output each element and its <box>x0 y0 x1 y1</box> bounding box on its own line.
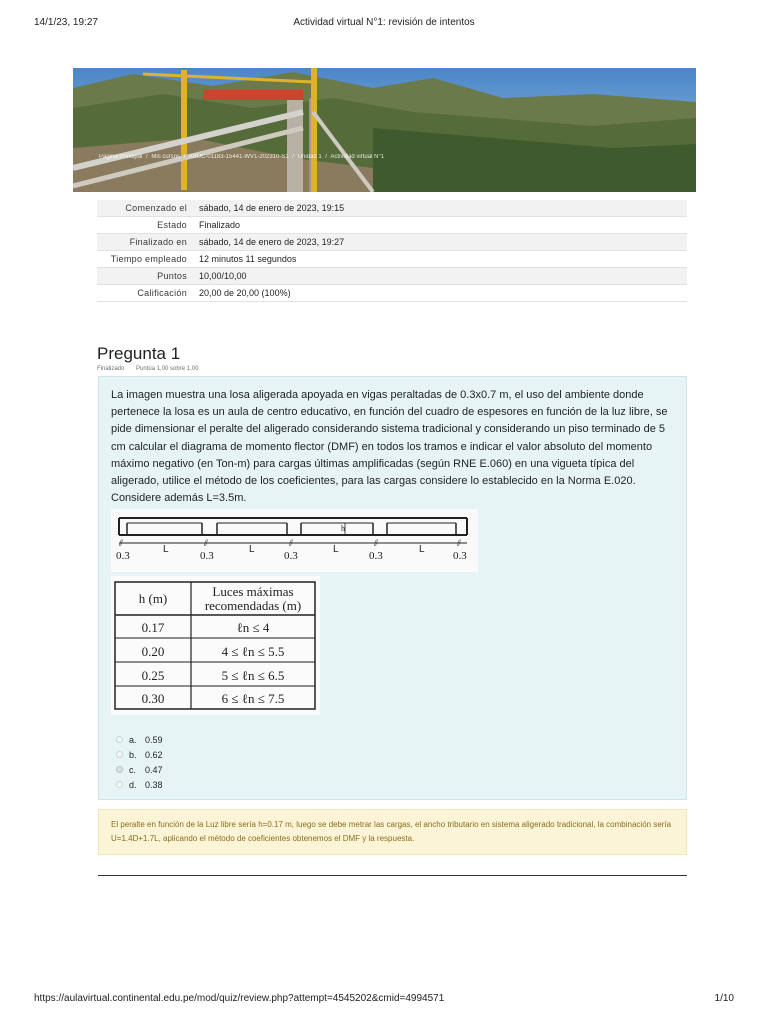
support-label: 0.3 <box>369 550 383 562</box>
print-page-number: 1/10 <box>714 993 734 1004</box>
answer-option-d[interactable] <box>116 777 163 792</box>
breadcrumb-separator: / <box>325 154 328 160</box>
print-title: Actividad virtual N°1: revisión de intentos <box>293 17 475 28</box>
summary-row <box>97 200 687 217</box>
svg-text:⫽: ⫽ <box>119 538 124 548</box>
support-label: 0.3 <box>116 550 130 562</box>
course-banner <box>73 68 696 192</box>
table-cell: ℓn ≤ 4 <box>236 620 270 635</box>
thickness-table-figure <box>111 576 320 715</box>
span-label: L <box>163 544 169 555</box>
question-status: Finalizado <box>97 366 125 372</box>
summary-label: Puntos <box>157 271 187 281</box>
span-label: L <box>333 544 339 555</box>
table-cell: 0.30 <box>141 691 165 706</box>
summary-value: 20,00 de 20,00 (100%) <box>199 288 291 298</box>
slab-beam-figure <box>111 509 478 572</box>
divider <box>98 875 687 876</box>
summary-row <box>97 234 687 251</box>
svg-text:⫽: ⫽ <box>457 538 462 548</box>
question-content <box>98 376 687 800</box>
breadcrumb-item[interactable]: ASUC-01183-15441-WV1-202310-S1 <box>188 154 289 160</box>
svg-text:⫽: ⫽ <box>289 538 294 548</box>
h-label: h <box>341 524 345 533</box>
option-letter: c. <box>129 764 137 775</box>
table-cell: 4 ≤ ℓn ≤ 5.5 <box>221 644 285 659</box>
breadcrumb-item[interactable]: Unidad 1 <box>297 154 322 160</box>
table-cell: 6 ≤ ℓn ≤ 7.5 <box>221 691 285 706</box>
answer-option-a[interactable] <box>116 732 163 747</box>
summary-row <box>97 285 687 302</box>
summary-row <box>97 217 687 234</box>
summary-row <box>97 251 687 268</box>
summary-label: Tiempo empleado <box>110 254 187 264</box>
table-cell: 0.20 <box>141 644 165 659</box>
radio-button[interactable] <box>116 751 123 758</box>
breadcrumb-separator: / <box>183 154 186 160</box>
summary-label: Finalizado en <box>129 237 187 247</box>
attempt-summary-table <box>97 200 687 302</box>
banner-image <box>73 68 696 192</box>
option-letter: b. <box>129 749 137 760</box>
table-cell: 5 ≤ ℓn ≤ 6.5 <box>221 668 285 683</box>
span-label: L <box>419 544 425 555</box>
answer-option-b[interactable] <box>116 747 163 762</box>
radio-button-checked[interactable] <box>116 766 123 773</box>
table-cell: 0.25 <box>141 668 165 683</box>
answer-options <box>116 732 163 792</box>
answer-option-c[interactable] <box>116 762 163 777</box>
span-label: L <box>249 544 255 555</box>
summary-label: Calificación <box>137 288 187 298</box>
option-letter: a. <box>129 734 137 745</box>
breadcrumb-separator: / <box>146 154 148 160</box>
print-url: https://aulavirtual.continental.edu.pe/mod/quiz/review.php?attempt=4545202&cmid=4994571 <box>34 993 445 1004</box>
option-value: 0.62 <box>145 749 163 760</box>
breadcrumb-item[interactable]: Actividad virtual N°1 <box>330 154 385 160</box>
question-meta <box>97 366 208 372</box>
radio-button[interactable] <box>116 736 123 743</box>
option-value: 0.59 <box>145 734 163 745</box>
support-label: 0.3 <box>453 550 467 562</box>
option-value: 0.47 <box>145 764 163 775</box>
breadcrumb <box>99 154 386 160</box>
summary-value: 12 minutos 11 segundos <box>199 254 297 264</box>
summary-value: Finalizado <box>199 220 241 230</box>
option-letter: d. <box>129 779 137 790</box>
svg-text:⫽: ⫽ <box>204 538 209 548</box>
question-title: Pregunta 1 <box>97 344 181 363</box>
option-value: 0.38 <box>145 779 163 790</box>
table-header-h: h (m) <box>138 591 168 606</box>
table-header-luces: Luces máximas <box>212 584 294 599</box>
summary-label: Comenzado el <box>125 203 187 213</box>
summary-label: Estado <box>157 220 187 230</box>
question-text: La imagen muestra una losa aligerada apoyada en vigas peraltadas de 0.3x0.7 m, el uso del ambiente donde pertenece la losa es un aula de centro educativo, en función del cuadro de espesores en función de la luz libre, se pide dimensionar el peralte del aligerado considerando sistema tradicional y considerando un piso terminado de 5 cm calcular el diagrama de momento flector (DMF) en todos los tramos e indicar el valor absoluto del momento máximo negativo (en Ton-m) para cargas últimas amplificadas (según RNE E.060) en una vigueta típica del aligerado, utilice el método de los coeficientes, para las cargas considere lo establecido en la Norma E.020. Considere además L=3.5m. <box>111 389 668 505</box>
summary-value: sábado, 14 de enero de 2023, 19:15 <box>199 203 345 213</box>
summary-row <box>97 268 687 285</box>
radio-button[interactable] <box>116 781 123 788</box>
support-label: 0.3 <box>284 550 298 562</box>
svg-text:⫽: ⫽ <box>374 538 379 548</box>
summary-value: 10,00/10,00 <box>199 271 247 281</box>
print-datetime: 14/1/23, 19:27 <box>34 17 98 28</box>
summary-value: sábado, 14 de enero de 2023, 19:27 <box>199 237 345 247</box>
table-cell: 0.17 <box>141 620 165 635</box>
general-feedback: El peralte en función de la Luz libre sería h=0.17 m, luego se debe metrar las cargas, el ancho tributario en sistema aligerado tradicional, la combinación sería U=1.4D+1.7L, aplicando el método de coeficientes obtenemos el DMF y la respuesta. <box>98 809 687 855</box>
support-label: 0.3 <box>200 550 214 562</box>
question-score: Puntúa 1,00 sobre 1,00 <box>136 366 199 372</box>
breadcrumb-item[interactable]: Página Principal <box>99 154 143 160</box>
breadcrumb-item[interactable]: Mis cursos <box>151 154 181 160</box>
table-header-recomendadas: recomendadas (m) <box>204 598 302 613</box>
breadcrumb-separator: / <box>292 154 295 160</box>
